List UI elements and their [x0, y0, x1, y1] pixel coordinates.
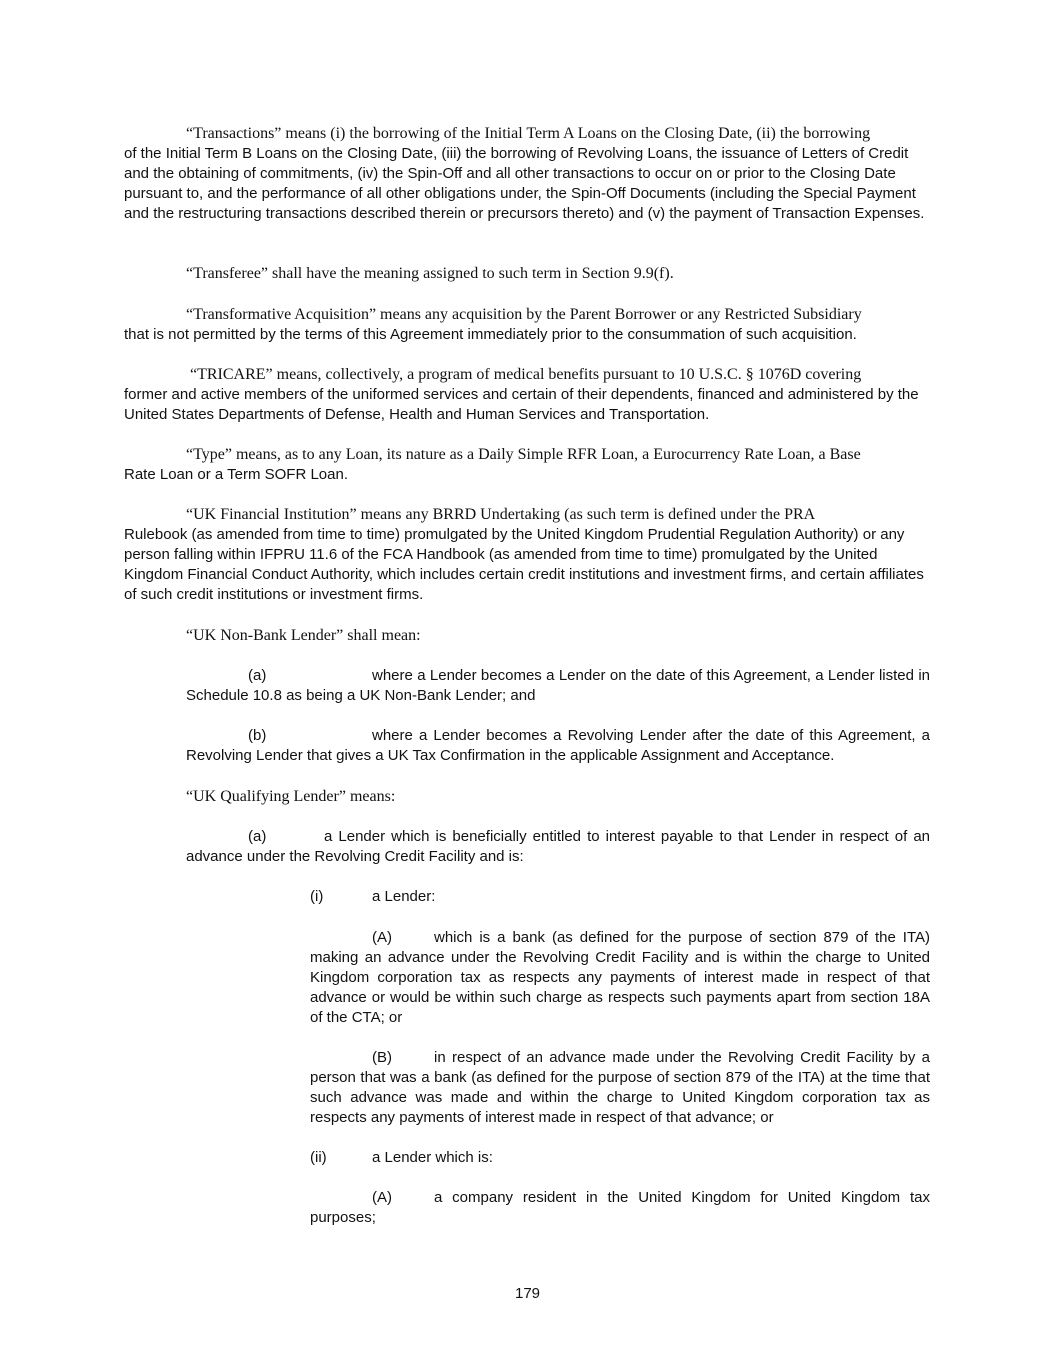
- definition-first-line: “UK Financial Institution” means any BRRD Undertaking (as such term is defined under the PRA: [186, 506, 816, 523]
- definition-uk-qualifying-lender: [124, 787, 932, 807]
- clause-label: (b): [248, 727, 267, 744]
- definition-first-line: “UK Non-Bank Lender” shall mean:: [186, 627, 421, 644]
- clause-label: (ii): [310, 1149, 327, 1166]
- qualifying-item-i-a: [310, 928, 930, 1028]
- definition-first-line: “UK Qualifying Lender” means:: [186, 788, 396, 805]
- qualifying-item-i-b: [310, 1048, 930, 1128]
- clause-label: (i): [310, 888, 324, 905]
- qualifying-item-ii-a: [310, 1188, 930, 1228]
- clause-text: which is a bank (as defined for the purpose of section 879 of the ITA) making an advance under the Revolving Credit Facility and is within the charge to United Kingdom corporation tax as respects any payments of interest made in respect of that advance or would be within such charge as respects such payments apart from section 18A of the CTA; or: [310, 929, 930, 1026]
- definition-body: that is not permitted by the terms of this Agreement immediately prior to the consummation of such acquisition.: [124, 326, 857, 343]
- clause-text: a company resident in the United Kingdom for United Kingdom tax purposes;: [310, 1189, 930, 1226]
- definition-transactions: [124, 124, 932, 224]
- non-bank-item-a: [186, 666, 930, 706]
- definition-first-line: “Transferee” shall have the meaning assigned to such term in Section 9.9(f).: [186, 265, 674, 282]
- clause-text: a Lender which is:: [372, 1149, 493, 1166]
- clause-label: (A): [372, 929, 392, 946]
- clause-text: a Lender:: [372, 888, 436, 905]
- definition-first-line: “Transformative Acquisition” means any acquisition by the Parent Borrower or any Restricted Subsidiary: [186, 306, 862, 323]
- clause-text: a Lender which is beneficially entitled to interest payable to that Lender in respect of an advance under the Revolving Credit Facility and is:: [186, 828, 930, 865]
- definition-body: Rulebook (as amended from time to time) promulgated by the United Kingdom Prudential Regulation Authority) or any person falling within IFPRU 11.6 of the FCA Handbook (as amended from time to time) promulgated by the United Kingdom Financial Conduct Authority, which includes certain credit institutions and investment firms, and certain affiliates of such credit institutions or investment firms.: [124, 526, 924, 603]
- definition-uk-financial-institution: [124, 505, 932, 605]
- clause-label: (a): [248, 828, 267, 845]
- definition-body: Rate Loan or a Term SOFR Loan.: [124, 466, 349, 483]
- clause-text: in respect of an advance made under the Revolving Credit Facility by a person that was a bank (as defined for the purpose of section 879 of the ITA) at the time that such advance was made and within the charge to United Kingdom corporation tax as respects any payments of interest made in respect of that advance; or: [310, 1049, 930, 1126]
- clause-label: (A): [372, 1189, 392, 1206]
- definition-first-line: “Transactions” means (i) the borrowing of the Initial Term A Loans on the Closing Date, (ii) the borrowing: [186, 125, 871, 142]
- clause-label: (a): [248, 667, 267, 684]
- definition-body: of the Initial Term B Loans on the Closing Date, (iii) the borrowing of Revolving Loans, the issuance of Letters of Credit and the obtaining of commitments, (iv) the Spin-Off and all other transactions to occur on or prior to the Closing Date pursuant to, and the performance of all other obligations under, the Spin-Off Documents (including the Special Payment and the restructuring transactions described therein or precursors thereto) and (v) the payment of Transaction Expenses.: [124, 145, 925, 222]
- definition-uk-non-bank-lender: [124, 626, 932, 646]
- clause-label: (B): [372, 1049, 392, 1066]
- definition-transferee: [124, 264, 932, 284]
- non-bank-item-b: [186, 726, 930, 766]
- qualifying-item-i: [310, 887, 930, 907]
- qualifying-item-ii: [310, 1148, 930, 1168]
- definition-type: [124, 445, 932, 485]
- definition-first-line: “TRICARE” means, collectively, a program of medical benefits pursuant to 10 U.S.C. § 1076D covering: [186, 366, 862, 383]
- clause-text: where a Lender becomes a Lender on the date of this Agreement, a Lender listed in Schedule 10.8 as being a UK Non-Bank Lender; and: [186, 667, 930, 704]
- definition-transformative-acquisition: [124, 305, 932, 345]
- definition-first-line: “Type” means, as to any Loan, its nature as a Daily Simple RFR Loan, a Eurocurrency Rate Loan, a Base: [186, 446, 861, 463]
- definition-tricare: [124, 365, 932, 425]
- qualifying-item-a: [186, 827, 930, 867]
- page-number: 179: [514, 1285, 541, 1302]
- clause-text: where a Lender becomes a Revolving Lender after the date of this Agreement, a Revolving Lender that gives a UK Tax Confirmation in the applicable Assignment and Acceptance.: [186, 727, 930, 764]
- definition-body: former and active members of the uniformed services and certain of their dependents, financed and administered by the United States Departments of Defense, Health and Human Services and Transportation.: [124, 386, 919, 423]
